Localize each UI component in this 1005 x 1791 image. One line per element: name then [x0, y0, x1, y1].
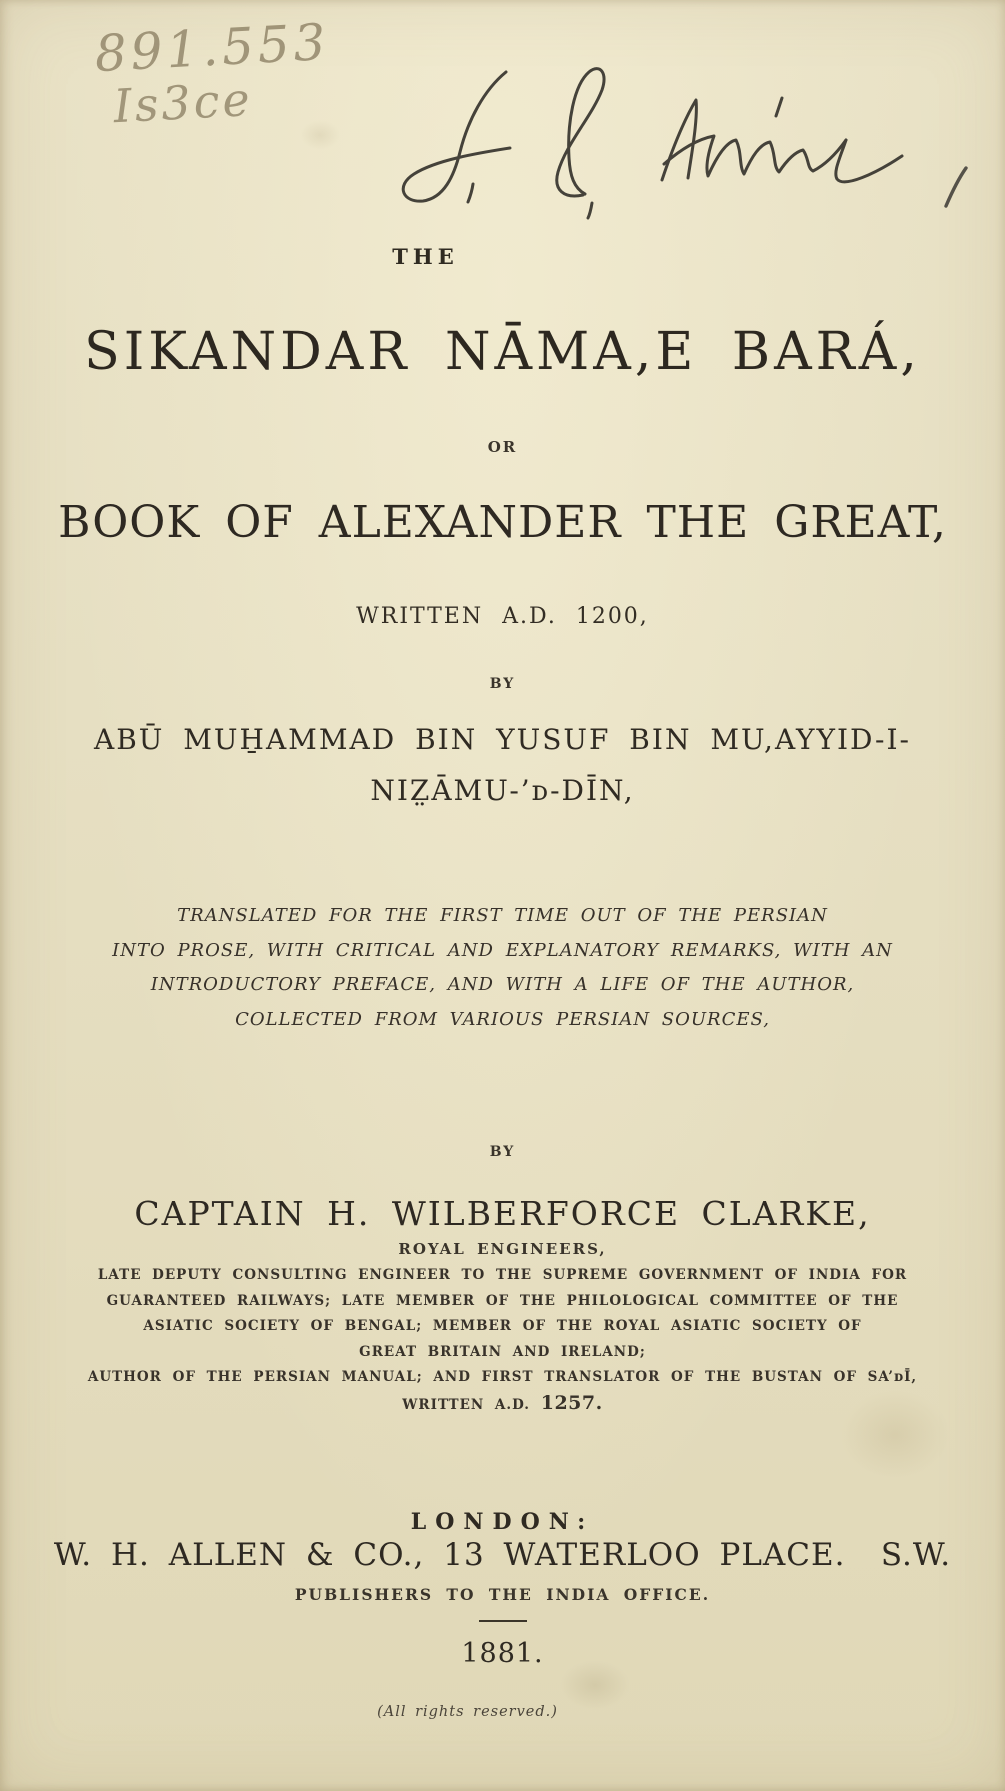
- translation-note-line-2: INTO PROSE, WITH CRITICAL AND EXPLANATORY REMARKS, WITH AN: [112, 939, 893, 961]
- paper-stain: [300, 120, 340, 150]
- translator-corps: ROYAL ENGINEERS,: [398, 1240, 607, 1258]
- main-title: SIKANDAR NĀMA,E BARÁ,: [84, 322, 921, 382]
- translation-note-line-3: INTRODUCTORY PREFACE, AND WITH A LIFE OF THE AUTHOR,: [150, 974, 855, 995]
- or-label: OR: [487, 438, 518, 456]
- imprint-city: LONDON:: [410, 1509, 595, 1535]
- translation-note-line-1: TRANSLATED FOR THE FIRST TIME OUT OF THE PERSIAN: [177, 905, 828, 926]
- author-name: [0, 714, 1005, 816]
- by-label-translator: BY: [489, 1144, 516, 1160]
- divider-rule: [479, 1620, 527, 1622]
- imprint-publisher-role: PUBLISHERS TO THE INDIA OFFICE.: [294, 1585, 711, 1604]
- library-cutter-mark: Is3ce: [112, 71, 254, 133]
- library-marks: [93, 12, 333, 133]
- author-name-line-1: ABŪ MUH̱AMMAD BIN YUSUF BIN MU,AYYID-I-: [93, 723, 912, 756]
- credentials-line-2: GUARANTEED RAILWAYS; LATE MEMBER OF THE PHILOLOGICAL COMMITTEE OF THE: [106, 1292, 899, 1309]
- translator-name: CAPTAIN H. WILBERFORCE CLARKE,: [134, 1194, 871, 1233]
- credentials-line-1: LATE DEPUTY CONSULTING ENGINEER TO THE SUPREME GOVERNMENT OF INDIA FOR: [97, 1267, 908, 1283]
- imprint-publisher: W. H. ALLEN & CO., 13 WATERLOO PLACE. S.W.: [53, 1537, 952, 1573]
- translator-credentials: [0, 1263, 1005, 1418]
- ink-mark: [942, 164, 972, 210]
- translation-note-line-4: COLLECTED FROM VARIOUS PERSIAN SOURCES,: [235, 1008, 770, 1030]
- by-label-author: BY: [489, 676, 516, 692]
- imprint-year: 1881.: [461, 1638, 544, 1669]
- written-date-line: WRITTEN A.D. 1200,: [356, 604, 649, 629]
- half-title: THE: [392, 244, 459, 269]
- owner-signature: [378, 58, 918, 220]
- subtitle: BOOK OF ALEXANDER THE GREAT,: [58, 497, 947, 548]
- credentials-line-4: GREAT BRITAIN AND IRELAND;: [359, 1343, 646, 1360]
- credentials-written-year: 1257.: [540, 1391, 603, 1414]
- credentials-line-5: AUTHOR OF THE PERSIAN MANUAL; AND FIRST TRANSLATOR OF THE BUSTAN OF SA’ᴅĪ,: [87, 1369, 918, 1385]
- translation-note: [0, 899, 1005, 1037]
- credentials-written-label: WRITTEN A.D.: [402, 1396, 531, 1413]
- credentials-written-line: [0, 1391, 1005, 1419]
- credentials-line-3: ASIATIC SOCIETY OF BENGAL; MEMBER OF THE ROYAL ASIATIC SOCIETY OF: [143, 1318, 862, 1334]
- author-name-line-2: NIZ̤ĀMU-’ᴅ-DĪN,: [370, 774, 635, 807]
- library-call-number: 891.553: [93, 12, 331, 84]
- rights-notice: (All rights reserved.): [377, 1704, 558, 1720]
